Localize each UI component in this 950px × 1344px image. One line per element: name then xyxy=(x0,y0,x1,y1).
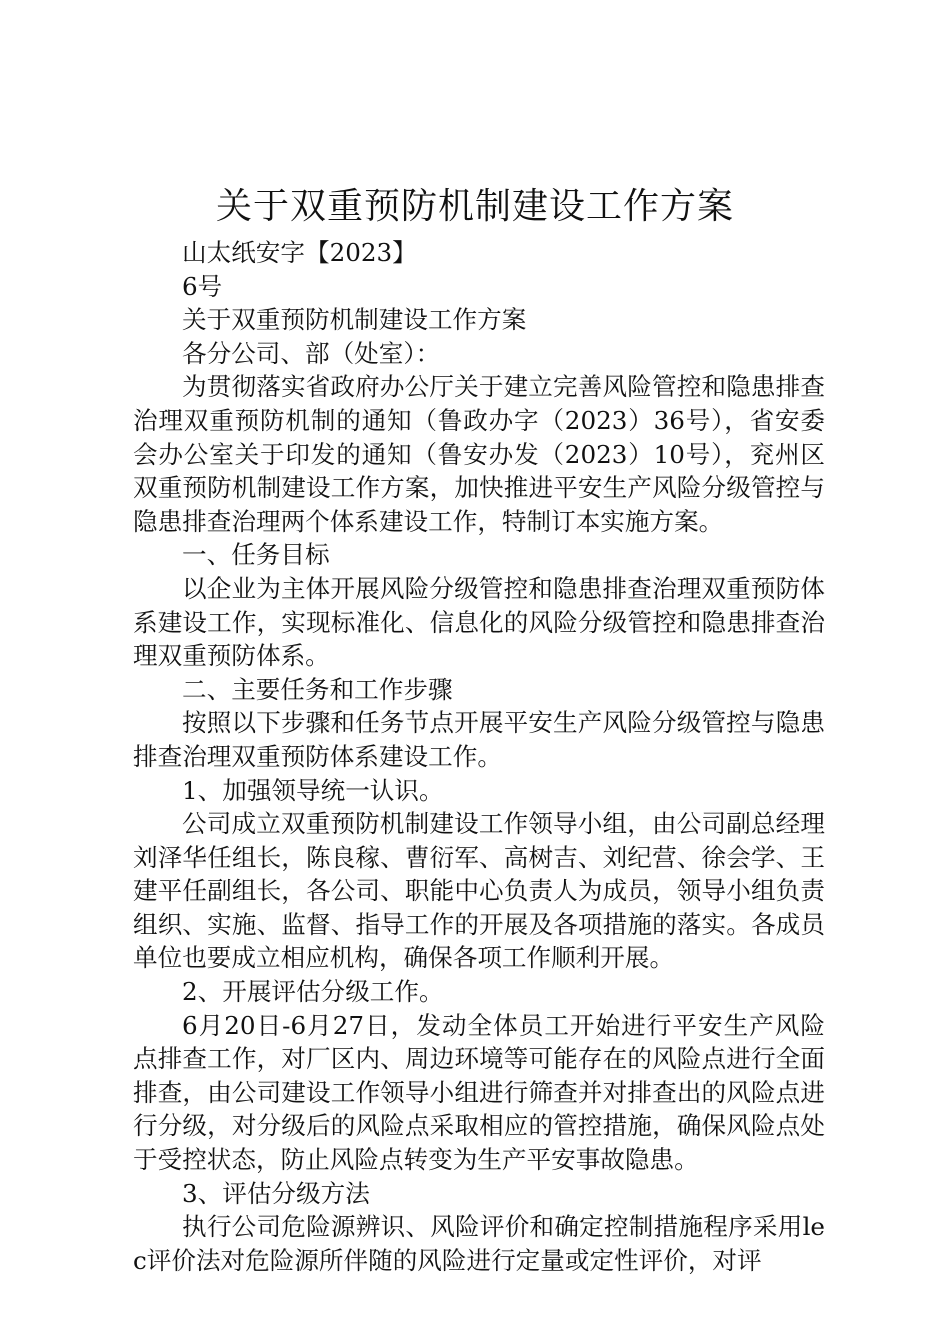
step-heading-1: 1、加强领导统一认识。 xyxy=(182,775,444,805)
step-paragraph-2: 6月20日-6月27日，发动全体员工开始进行平安生产风险点排查工作，对厂区内、周边环境等可能存在的风险点进行全面排查，由公司建设工作领导小组进行筛查并对排查出的风险点进行分级，对分级后的风险点采取相应的管控措施，确保风险点处于受控状态，防止风险点转变为生产平安事故隐患。 xyxy=(133,1010,825,1175)
document-title: 关于双重预防机制建设工作方案 xyxy=(215,186,734,227)
document-body xyxy=(133,236,825,1277)
section-heading-goals: 一、任务目标 xyxy=(182,540,330,570)
step-heading-2: 2、开展评估分级工作。 xyxy=(182,977,444,1007)
intro-paragraph: 为贯彻落实省政府办公厅关于建立完善风险管控和隐患排查治理双重预防机制的通知（鲁政办字（2023）36号），省安委会办公室关于印发的通知（鲁安办发（2023）10号），兖州区双重预防机制建设工作方案，加快推进平安生产风险分级管控与隐患排查治理两个体系建设工作，特制订本实施方案。 xyxy=(133,372,825,536)
step-paragraph-3: 执行公司危险源辨识、风险评价和确定控制措施程序采用lec评价法对危险源所伴随的风险进行定量或定性评价，对评 xyxy=(133,1212,825,1275)
section-heading-tasks: 二、主要任务和工作步骤 xyxy=(182,674,453,704)
step-paragraph-1: 公司成立双重预防机制建设工作领导小组，由公司副总经理刘泽华任组长，陈良稼、曹衍军、高树吉、刘纪营、徐会学、王建平任副组长，各公司、职能中心负责人为成员，领导小组负责组织、实施、监督、指导工作的开展及各项措施的落实。各成员单位也要成立相应机构，确保各项工作顺利开展。 xyxy=(133,809,825,973)
step-heading-3: 3、评估分级方法 xyxy=(182,1178,370,1208)
document-number-line: 山太纸安字【2023】 xyxy=(182,238,417,267)
goals-paragraph: 以企业为主体开展风险分级管控和隐患排查治理双重预防体系建设工作，实现标准化、信息化的风险分级管控和隐患排查治理双重预防体系。 xyxy=(133,573,825,671)
tasks-paragraph: 按照以下步骤和任务节点开展平安生产风险分级管控与隐患排查治理双重预防体系建设工作。 xyxy=(133,708,825,771)
subtitle: 关于双重预防机制建设工作方案 xyxy=(182,305,527,335)
document-number-suffix: 6号 xyxy=(182,271,223,301)
salutation: 各分公司、部（处室）： xyxy=(182,338,441,368)
